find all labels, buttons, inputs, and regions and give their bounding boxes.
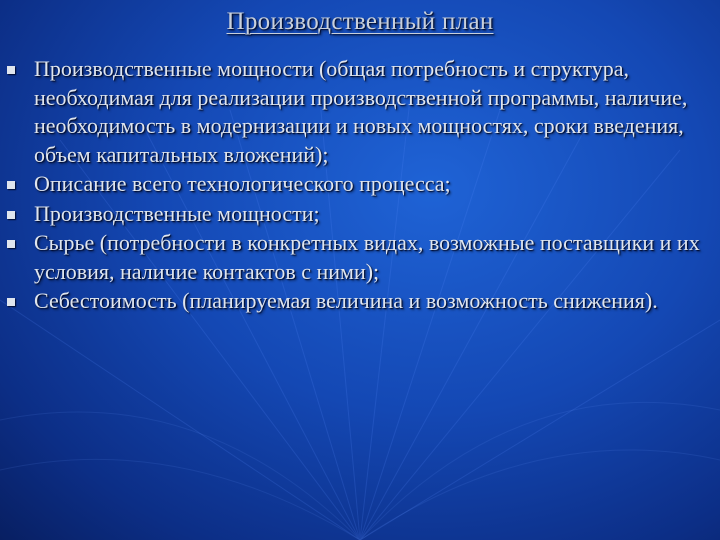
square-bullet-icon <box>7 211 15 219</box>
list-item-text: Себестоимость (планируемая величина и возможность снижения). <box>34 288 658 313</box>
slide-title: Производственный план <box>226 8 494 35</box>
list-item <box>0 55 720 169</box>
list-item <box>0 287 720 316</box>
list-item <box>0 200 720 229</box>
list-item-text: Описание всего технологического процесса; <box>34 171 451 196</box>
list-item-text: Производственные мощности; <box>34 200 320 226</box>
list-item <box>0 229 720 286</box>
list-item <box>0 170 720 199</box>
square-bullet-icon <box>7 240 15 248</box>
bullet-list <box>0 55 720 317</box>
list-item-text: Сырье (потребности в конкретных видах, возможные поставщики и их условия, наличие контактов с ними); <box>34 230 700 284</box>
list-item-text: Производственные мощности (общая потребность и структура, необходимая для реализации производственной программы, наличие, необходимость в модернизации и новых мощностях, сроки введения, объем капитальных вложений); <box>34 56 688 167</box>
square-bullet-icon <box>7 66 15 74</box>
square-bullet-icon <box>7 298 15 306</box>
square-bullet-icon <box>7 181 15 189</box>
